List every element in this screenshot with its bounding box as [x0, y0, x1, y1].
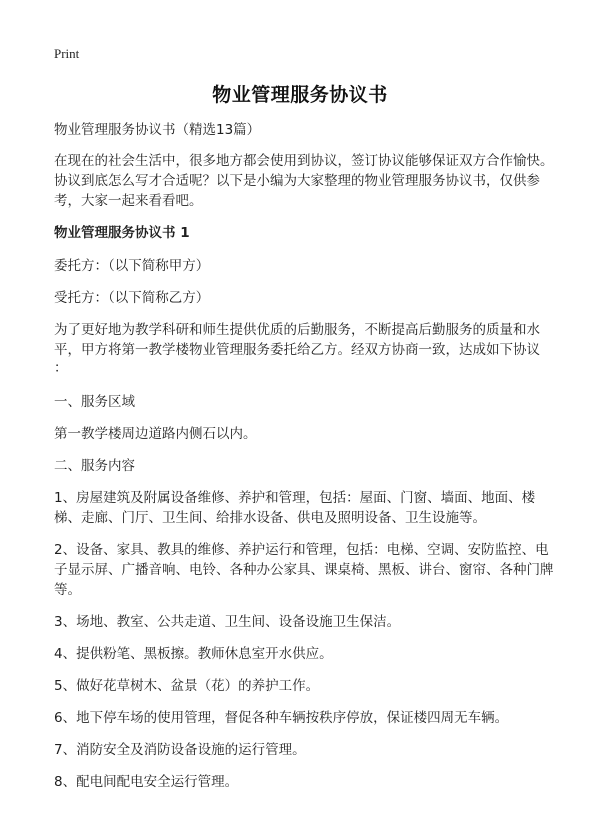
list-item: 7、消防安全及消防设备设施的运行管理。 — [54, 742, 306, 758]
list-item: 5、做好花草树木、盆景（花）的养护工作。 — [54, 678, 320, 694]
purpose-paragraph-tail: ： — [54, 360, 68, 376]
clause-service-area: 第一教学楼周边道路内侧石以内。 — [54, 426, 257, 442]
list-item: 4、提供粉笔、黑板擦。教师休息室开水供应。 — [54, 646, 333, 662]
intro-paragraph: 在现在的社会生活中，很多地方都会使用到协议，签订协议能够保证双方合作愉快。协议到底怎么写才合适呢？以下是小编为大家整理的物业管理服务协议书，仅供参考，大家一起来看看吧。 — [54, 153, 554, 209]
party-a-line: 委托方：（以下简称甲方） — [54, 258, 210, 274]
section-heading: 物业管理服务协议书 1 — [54, 225, 190, 241]
print-label: Print — [54, 46, 80, 61]
purpose-paragraph: 为了更好地为教学科研和师生提供优质的后勤服务，不断提高后勤服务的质量和水平，甲方将第一教学楼物业管理服务委托给乙方。经双方协商一致，达成如下协议 — [54, 322, 540, 358]
list-item: 3、场地、教室、公共走道、卫生间、设备设施卫生保洁。 — [54, 614, 401, 630]
clause-heading-service-content: 二、服务内容 — [54, 458, 135, 474]
document-body — [54, 120, 554, 804]
document-title: 物业管理服务协议书 — [212, 84, 388, 106]
list-item: 8、配电间配电安全运行管理。 — [54, 774, 239, 790]
clause-heading-service-area: 一、服务区域 — [54, 394, 135, 410]
document-subtitle: 物业管理服务协议书（精选13篇） — [54, 122, 261, 138]
list-item: 2、设备、家具、教具的维修、养护运行和管理，包括：电梯、空调、安防监控、电子显示屏、广播音响、电铃、各种办公家具、课桌椅、黑板、讲台、窗帘、各种门牌等。 — [54, 542, 554, 598]
list-item: 6、地下停车场的使用管理，督促各种车辆按秩序停放，保证楼四周无车辆。 — [54, 710, 509, 726]
party-b-line: 受托方：（以下简称乙方） — [54, 290, 210, 306]
list-item: 1、房屋建筑及附属设备维修、养护和管理，包括：屋面、门窗、墙面、地面、楼梯、走廊、门厅、卫生间、给排水设备、供电及照明设备、卫生设施等。 — [54, 490, 536, 526]
